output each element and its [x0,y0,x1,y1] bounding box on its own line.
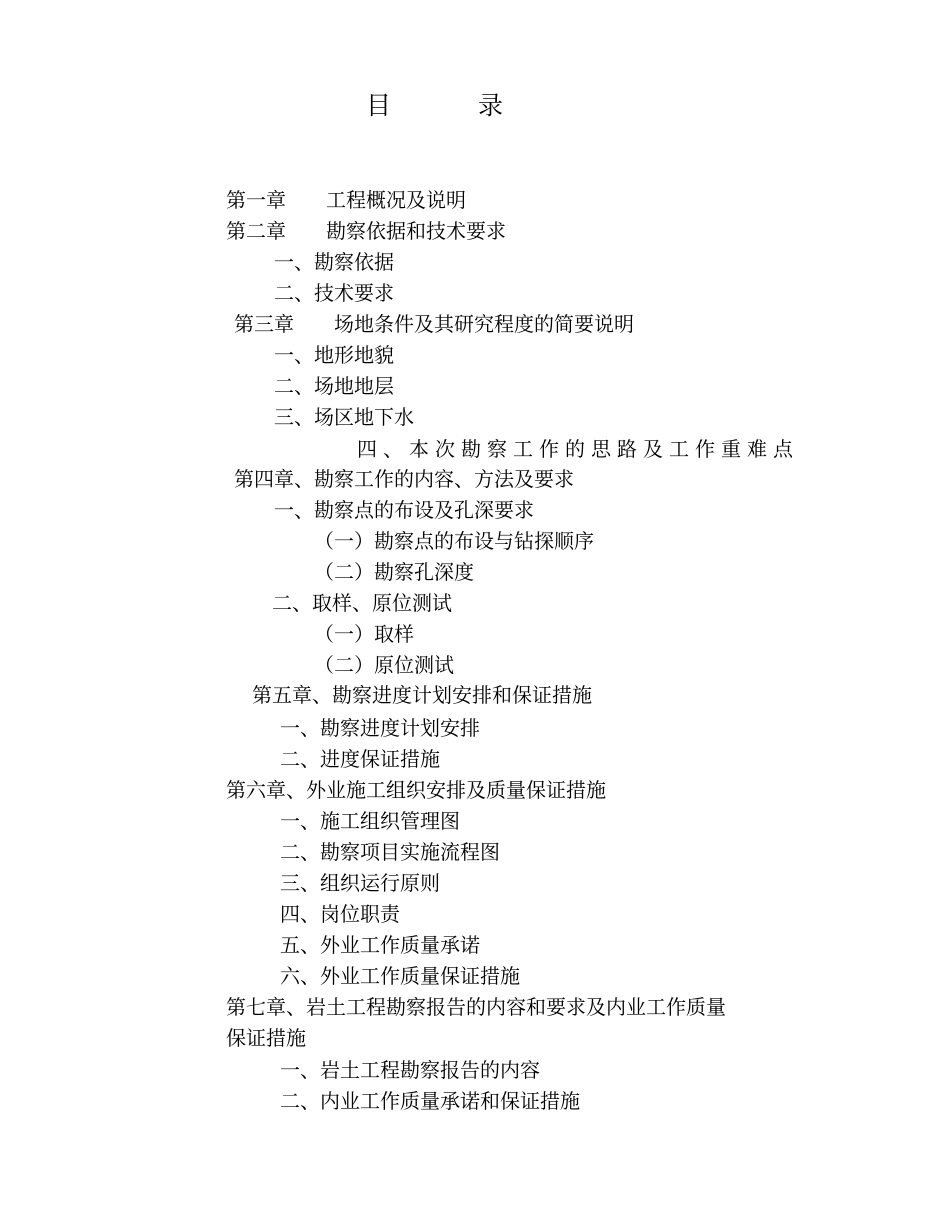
toc-chapter-3[interactable]: 第三章 场地条件及其研究程度的简要说明 [234,312,634,336]
toc-subsection[interactable]: （二）勘察孔深度 [314,560,474,584]
toc-section[interactable]: 二、场地地层 [274,374,394,398]
toc-title-char-1: 目 [366,91,392,120]
toc-section[interactable]: 三、组织运行原则 [280,871,440,895]
toc-section[interactable]: 二、内业工作质量承诺和保证措施 [280,1089,580,1113]
toc-section[interactable]: 四、本次勘察工作的思路及工作重难点 [357,437,799,461]
toc-title [366,86,504,126]
toc-section[interactable]: 一、勘察依据 [274,250,394,274]
toc-chapter-5[interactable]: 第五章、勘察进度计划安排和保证措施 [252,683,592,707]
toc-chapter-4[interactable]: 第四章、勘察工作的内容、方法及要求 [234,467,574,491]
toc-section[interactable]: 二、勘察项目实施流程图 [280,840,500,864]
toc-section[interactable]: 一、勘察点的布设及孔深要求 [274,498,534,522]
toc-section[interactable]: 一、勘察进度计划安排 [280,716,480,740]
toc-subsection[interactable]: （一）勘察点的布设与钻探顺序 [314,529,594,553]
toc-chapter-6[interactable]: 第六章、外业施工组织安排及质量保证措施 [226,778,606,802]
toc-chapter-1[interactable]: 第一章 工程概况及说明 [226,188,466,212]
toc-section[interactable]: 二、进度保证措施 [280,747,440,771]
toc-section[interactable]: 一、地形地貌 [274,343,394,367]
toc-section[interactable]: 六、外业工作质量保证措施 [280,964,520,988]
toc-section[interactable]: 二、取样、原位测试 [272,591,452,615]
toc-chapter-2[interactable]: 第二章 勘察依据和技术要求 [226,219,506,243]
toc-section[interactable]: 五、外业工作质量承诺 [280,933,480,957]
toc-chapter-7[interactable]: 第七章、岩土工程勘察报告的内容和要求及内业工作质量 [226,995,726,1019]
toc-section[interactable]: 四、岗位职责 [280,902,400,926]
toc-chapter-7-continued[interactable]: 保证措施 [226,1026,306,1050]
toc-subsection[interactable]: （一）取样 [314,622,414,646]
toc-title-char-2: 录 [478,91,504,120]
toc-section[interactable]: 一、施工组织管理图 [280,809,460,833]
toc-section[interactable]: 三、场区地下水 [274,405,414,429]
toc-subsection[interactable]: （二）原位测试 [314,653,454,677]
toc-section[interactable]: 二、技术要求 [274,281,394,305]
toc-section[interactable]: 一、岩土工程勘察报告的内容 [280,1058,540,1082]
